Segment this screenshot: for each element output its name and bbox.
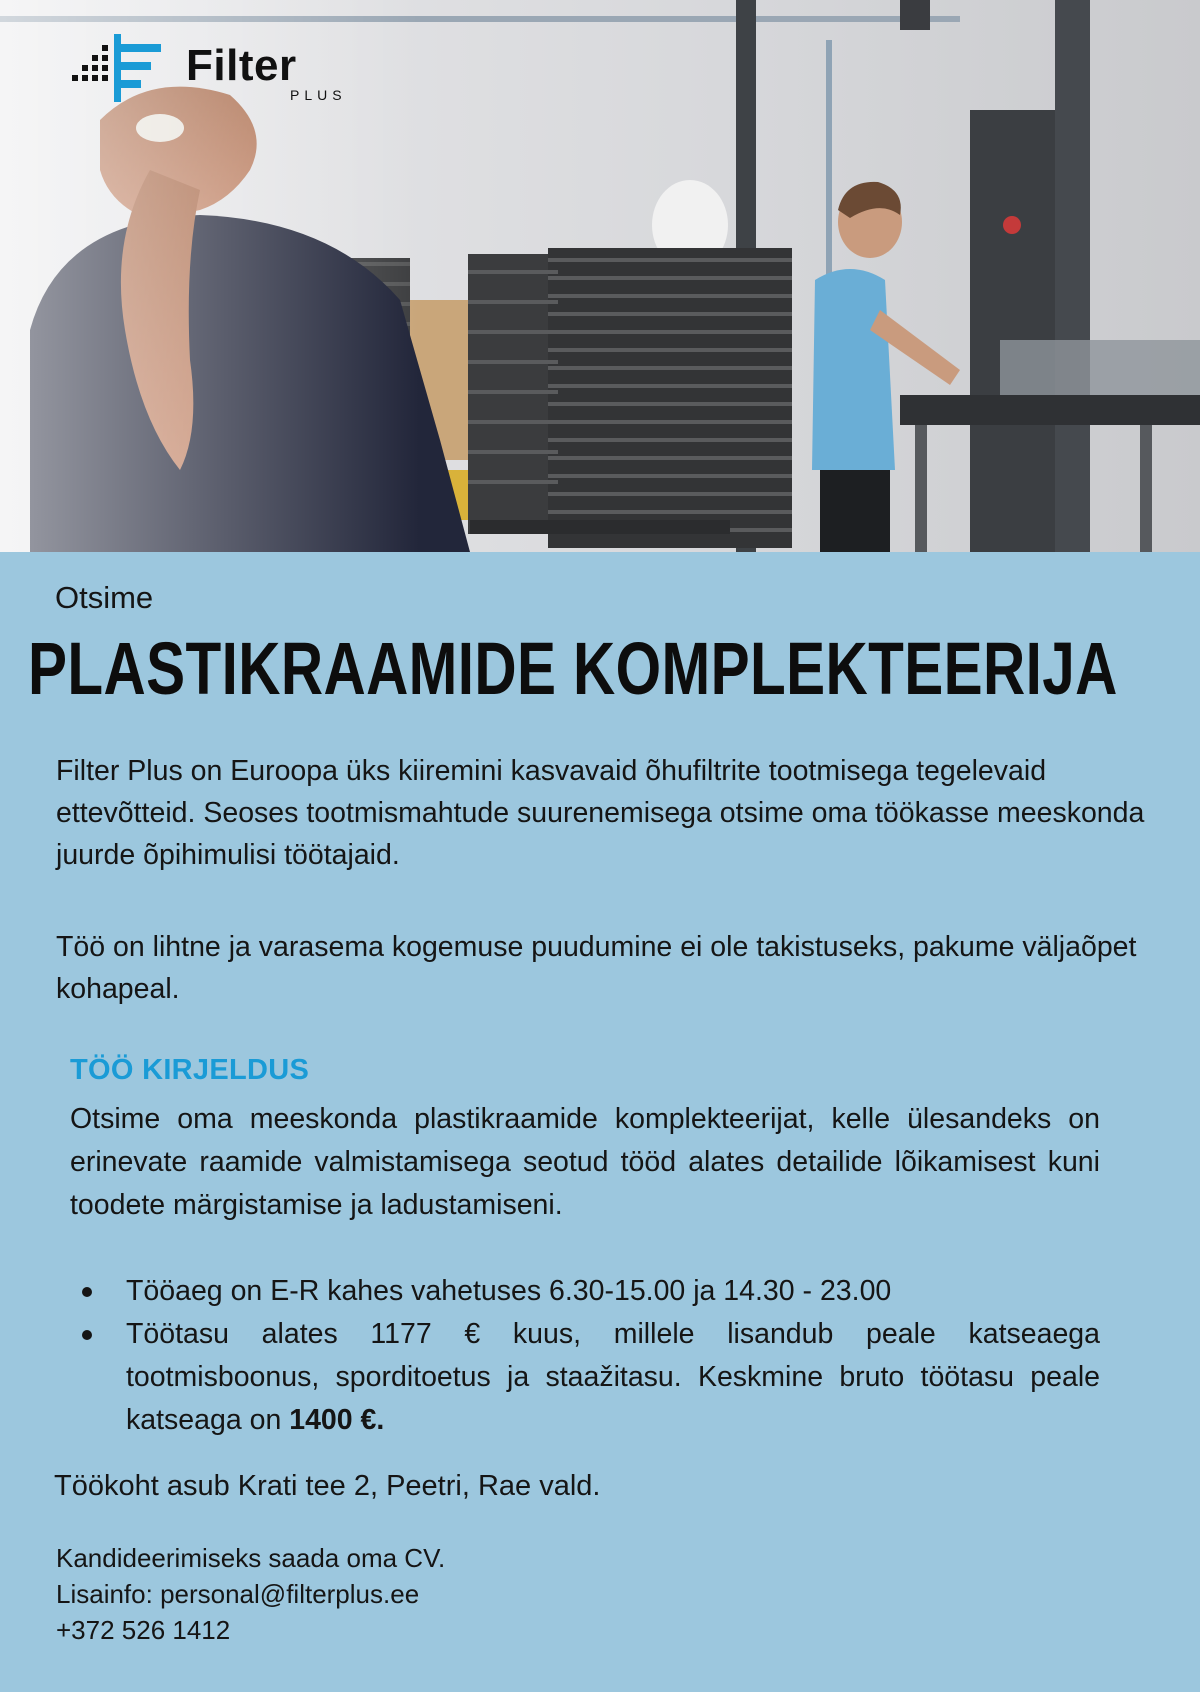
logo-subtitle: PLUS	[290, 87, 347, 103]
hero-image	[0, 0, 1200, 552]
contact-block	[56, 1540, 445, 1648]
job-ad-panel	[0, 552, 1200, 1692]
intro-paragraph-1: Filter Plus on Euroopa üks kiiremini kasvavaid õhufiltrite tootmisega tegelevaid ettevõtteid. Seoses tootmismahtude suurenemisega otsime oma töökasse meeskonda juurde õpihimulisi töötajaid.	[56, 755, 1145, 871]
list-item-salary	[70, 1313, 1100, 1442]
salary-text: Töötasu alates 1177 € kuus, millele lisandub peale katseaega tootmisboonus, sporditoetus ja staažitasu. Keskmine bruto töötasu peale katseaga on	[126, 1318, 1100, 1436]
filter-plus-logo-icon	[72, 30, 172, 106]
contact-phone[interactable]: +372 526 1412	[56, 1615, 231, 1645]
list-item-hours	[70, 1270, 1100, 1313]
apply-instructions: Kandideerimiseks saada oma CV.	[56, 1543, 446, 1573]
contact-email[interactable]: Lisainfo: personal@filterplus.ee	[56, 1579, 420, 1609]
eyebrow-text: Otsime	[55, 580, 154, 615]
bullet-icon	[82, 1330, 92, 1340]
benefits-list	[70, 1270, 1100, 1442]
salary-amount: 1400 €.	[289, 1404, 385, 1436]
job-description: Otsime oma meeskonda plastikraamide komplekteerijat, kelle ülesandeks on erinevate raamide valmistamisega seotud tööd alates detailide lõikamisest kuni toodete märgistamise ja ladustamiseni.	[70, 1103, 1100, 1221]
section-title: TÖÖ KIRJELDUS	[70, 1054, 310, 1086]
company-logo	[72, 30, 347, 106]
intro-paragraph-2: Töö on lihtne ja varasema kogemuse puudumine ei ole takistuseks, pakume väljaõpet kohapeal.	[56, 931, 1137, 1005]
logo-wordmark: Filter	[186, 41, 297, 90]
job-title: PLASTIKRAAMIDE KOMPLEKTEERIJA	[28, 627, 1118, 710]
bullet-icon	[82, 1287, 92, 1297]
location-text: Töökoht asub Krati tee 2, Peetri, Rae vald.	[54, 1470, 601, 1502]
hours-text: Tööaeg on E-R kahes vahetuses 6.30-15.00 ja 14.30 - 23.00	[126, 1275, 892, 1307]
